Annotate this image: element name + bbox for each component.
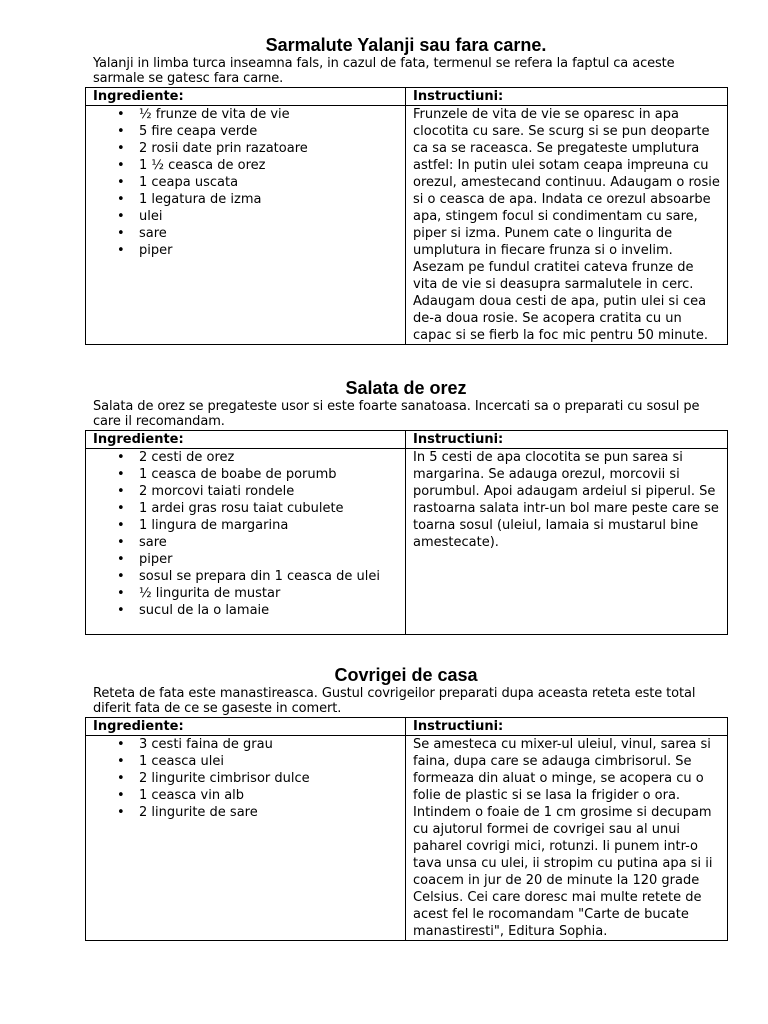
- instructions-text: Se amesteca cu mixer-ul uleiul, vinul, sarea si faina, dupa care se adauga cimbrisorul. Se formeaza din aluat o minge, se acopera cu o folie de plastic si se lasa la frigider o ora. Intindem o foaie de 1 cm grosime si decupam cu ajutorul formei de covrigei sau al unui paharel covrigi mici, rotunzi. Ii punem intr-o tava unsa cu ulei, ii stropim cu putina apa si ii coacem in jur de 20 de minute la 120 grade Celsius. Cei care doresc mai multe retete de acest fel le rocomandam "Carte de bucate manastiresti", Editura Sophia.: [413, 737, 713, 939]
- instructions-text: Frunzele de vita de vie se oparesc in apa clocotita cu sare. Se scurg si se pun deoparte ca sa se raceasca. Se pregateste umplutura astfel: In putin ulei sotam ceapa impreuna cu orezul, amestecand continuu. Adaugam o rosie si o ceasca de apa. Indata ce orezul absoarbe apa, stingem focul si condimentam cu sare, piper si izma. Punem cate o lingurita de umplutura in fiecare frunza si o invelim. Asezam pe fundul cratitei cateva frunze de vita de vie si deasupra sarmalutele in cerc. Adaugam doua cesti de apa, putin ulei si cea de-a doua rosie. Se acopera cratita cu un capac si se fierb la foc mic pentru 50 minute.: [413, 107, 720, 343]
- instructions-cell: [406, 736, 728, 941]
- list-item: • 2 lingurite cimbrisor dulce: [139, 770, 401, 787]
- table-body-row: [86, 449, 728, 635]
- list-item: • 2 cesti de orez: [139, 449, 401, 466]
- ingredients-cell: [86, 449, 406, 635]
- instructions-text: In 5 cesti de apa clocotita se pun sarea si margarina. Se adauga orezul, morcovii si porumbul. Apoi adaugam ardeiul si piperul. Se rastoarna salata intr-un bol mare peste care se toarna sosul (uleiul, lamaia si mustarul bine amestecate).: [413, 450, 719, 550]
- ingredients-header: Ingrediente:: [86, 88, 406, 106]
- list-item: • 1 legatura de izma: [139, 191, 401, 208]
- list-item: • 1 ceasca vin alb: [139, 787, 401, 804]
- list-item: • 5 fire ceapa verde: [139, 123, 401, 140]
- recipe-covrigei-de-casa: [85, 665, 727, 941]
- instructions-cell: [406, 106, 728, 345]
- recipe-sarmalute: [85, 35, 727, 345]
- recipe-table: [85, 430, 728, 635]
- recipe-salata-de-orez: [85, 378, 727, 635]
- list-item: • 1 ardei gras rosu taiat cubulete: [139, 500, 401, 517]
- list-item: • sare: [139, 225, 401, 242]
- list-item: • ulei: [139, 208, 401, 225]
- recipe-intro: Yalanji in limba turca inseamna fals, in cazul de fata, termenul se refera la faptul ca aceste sarmale se gatesc fara carne.: [93, 56, 675, 86]
- ingredients-list: [93, 736, 401, 821]
- list-item: • sare: [139, 534, 401, 551]
- ingredients-list: [93, 106, 401, 259]
- list-item: • 2 rosii date prin razatoare: [139, 140, 401, 157]
- list-item: • 1 ceapa uscata: [139, 174, 401, 191]
- ingredients-header: Ingrediente:: [86, 718, 406, 736]
- instructions-cell: [406, 449, 728, 635]
- recipe-title: Sarmalute Yalanji sau fara carne.: [265, 35, 547, 55]
- recipe-intro: Salata de orez se pregateste usor si este foarte sanatoasa. Incercati sa o preparati cu sosul pe care il recomandam.: [93, 399, 700, 429]
- list-item: • sosul se prepara din 1 ceasca de ulei: [139, 568, 401, 585]
- list-item: • 1 ½ ceasca de orez: [139, 157, 401, 174]
- table-body-row: [86, 106, 728, 345]
- list-item: • piper: [139, 242, 401, 259]
- list-item: • 1 lingura de margarina: [139, 517, 401, 534]
- instructions-header: Instructiuni:: [406, 88, 728, 106]
- table-header-row: [86, 431, 728, 449]
- ingredients-cell: [86, 736, 406, 941]
- instructions-header: Instructiuni:: [406, 718, 728, 736]
- table-header-row: [86, 718, 728, 736]
- list-item: • 2 lingurite de sare: [139, 804, 401, 821]
- list-item: • 3 cesti faina de grau: [139, 736, 401, 753]
- recipe-title: Covrigei de casa: [334, 665, 478, 685]
- recipe-title: Salata de orez: [345, 378, 467, 398]
- list-item: • 2 morcovi taiati rondele: [139, 483, 401, 500]
- recipe-table: [85, 87, 728, 345]
- table-header-row: [86, 88, 728, 106]
- ingredients-header: Ingrediente:: [86, 431, 406, 449]
- recipe-intro: Reteta de fata este manastireasca. Gustul covrigeilor preparati dupa aceasta reteta este total diferit fata de ce se gaseste in comert.: [93, 686, 696, 716]
- list-item: • piper: [139, 551, 401, 568]
- table-body-row: [86, 736, 728, 941]
- recipe-table: [85, 717, 728, 941]
- instructions-header: Instructiuni:: [406, 431, 728, 449]
- list-item: • 1 ceasca ulei: [139, 753, 401, 770]
- ingredients-cell: [86, 106, 406, 345]
- list-item: • ½ frunze de vita de vie: [139, 106, 401, 123]
- list-item: • sucul de la o lamaie: [139, 602, 401, 619]
- ingredients-list: [93, 449, 401, 619]
- list-item: • ½ lingurita de mustar: [139, 585, 401, 602]
- list-item: • 1 ceasca de boabe de porumb: [139, 466, 401, 483]
